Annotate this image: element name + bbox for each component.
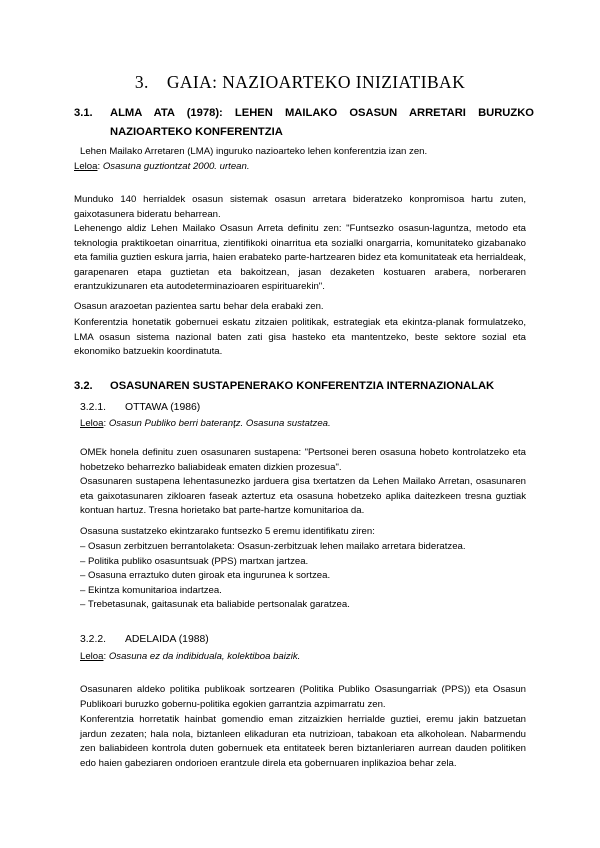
motto-line xyxy=(80,418,331,429)
chapter-title-text: GAIA: NAZIOARTEKO INIZIATIBAK xyxy=(166,72,466,92)
subsection-title: ADELAIDA (1988) xyxy=(125,634,209,645)
motto-text: Osasuna guztiontzat 2000. urtean. xyxy=(102,161,250,172)
section-number: 3.1. xyxy=(74,107,93,119)
motto-label: Leloa xyxy=(74,161,98,172)
subsection-heading-3-2-2 xyxy=(80,634,209,645)
section-title: ALMA ATA (1978): LEHEN MAILAKO OSASUN ARRETARI BURUZKO NAZIOARTEKO KONFERENTZIA xyxy=(110,107,534,138)
section-number: 3.2. xyxy=(74,380,93,392)
list-item: – Osasuna erraztuko duten giroak eta ingurunea k sortzea. xyxy=(80,570,331,582)
paragraph: Konferentzia horretatik hainbat gomendio eman zitzaizkien herrialde guztiei, eremu jakin batzuetan jardun zezaten; hala nola, biztanleen elikaduran eta nutrizioan, tabakoan eta alkoholean. Nabarmendu zen baliabideen kontrola duten gobernuek eta entitateek beren biztanleriaren aurrean dauden politiken edo haien gabeziaren ondorioen erantzule direla eta gobernuaren inplikazioa behar zela. xyxy=(80,714,526,769)
list-item: – Ekintza komunitarioa indartzea. xyxy=(80,584,222,596)
list-item: – Osasun zerbitzuen berrantolaketa: Osasun-zerbitzuak lehen mailako arretara bideratzea. xyxy=(80,541,466,552)
motto-line xyxy=(80,651,300,662)
list-item: – Politika publiko osasuntsuak (PPS) martxan jartzea. xyxy=(80,555,309,567)
section-heading-3-2 xyxy=(74,377,534,396)
list-intro: Osasuna sustatzeko ekintzarako funtsezko 5 eremu identifikatu ziren: xyxy=(80,526,375,537)
subsection-number: 3.2.1. xyxy=(80,402,106,413)
paragraph: Munduko 140 herrialdek osasun sistemak osasun arretara bideratzeko konpromisoa hartu zuten, gaixotasunera bideratu beharrean. xyxy=(74,194,526,220)
subsection-title: OTTAWA (1986) xyxy=(125,402,201,413)
paragraph: Osasunaren aldeko politika publikoak sortzearen (Politika Publiko Osasungarriak (PPS)) eta Osasun Publikoari buruzko gobernu-politika egokien garrantzia azpimarratu zen. xyxy=(80,684,526,710)
motto-label: Leloa xyxy=(80,418,104,429)
motto-separator: : xyxy=(103,651,109,662)
chapter-number: 3. xyxy=(134,72,149,92)
subsection-heading-3-2-1 xyxy=(80,402,200,413)
motto-separator: : xyxy=(103,418,109,429)
focus-areas-list xyxy=(80,540,526,613)
paragraph: OMEk honela definitu zuen osasunaren sustapena: "Pertsonei beren osasuna hobeto kontrolatzeko eta hobetzeko beharrezko baliabideak ematen dizkien prozesua". xyxy=(80,447,526,473)
section-title: OSASUNAREN SUSTAPENERAKO KONFERENTZIA INTERNAZIONALAK xyxy=(110,380,495,392)
section-heading-3-1 xyxy=(74,104,534,142)
list-item: – Trebetasunak, gaitasunak eta baliabide pertsonalak garatzea. xyxy=(80,599,350,611)
paragraph: Osasunaren sustapena lehentasunezko jarduera gisa txertatzen da Lehen Mailako Arretan, osasunaren eta gaixotasunaren zikloaren faseak aztertuz eta osasuna hobetzeko aplika daitezkeen tresna guztiak kontuan hartuz. Tresna horietako bat parte-hartze komunitarioa da. xyxy=(80,476,526,517)
paragraph: Osasun arazoetan pazientea sartu behar dela erabaki zen. xyxy=(74,301,324,312)
motto-label: Leloa xyxy=(80,651,104,662)
motto-separator: : xyxy=(97,161,103,172)
paragraph: Lehenengo aldiz Lehen Mailako Osasun Arreta definitu zen: "Funtsezko osasun-laguntza, metodo eta teknologia praktikoetan oinarritua, zientifikoki oinarritua eta sozialki onargarria, komunitateko gizabanako eta familia guztien eskura jarria, haien erabateko parte-hartzearen bidez eta komunitateak eta herrialdeak, garapenaren etapa guztietan eta bakoitzean, jasan dezaketen kostuaren arabera, norberaren erantzukizunaren eta autodeterminazioaren espirituarekin". xyxy=(74,223,526,293)
motto-text: Osasun Publiko berri bateranţz. Osasuna sustatzea. xyxy=(108,418,331,429)
subsection-number: 3.2.2. xyxy=(80,634,106,645)
motto-line xyxy=(74,161,250,172)
motto-text: Osasuna ez da indibiduala, kolektiboa baizik. xyxy=(108,651,301,662)
chapter-title xyxy=(0,72,600,93)
paragraph: Konferentzia honetatik gobernuei eskatu zitzaien politikak, estrategiak eta ekintza-planak formulatzeko, LMA osasun sistema nazional baten zati gisa hasteko eta mantentzeko, beste sektore sozial eta ekonomiko batzuekin koordinatuta. xyxy=(74,317,526,358)
paragraph-intro: Lehen Mailako Arretaren (LMA) inguruko nazioarteko lehen konferentzia izan zen. xyxy=(80,146,428,157)
